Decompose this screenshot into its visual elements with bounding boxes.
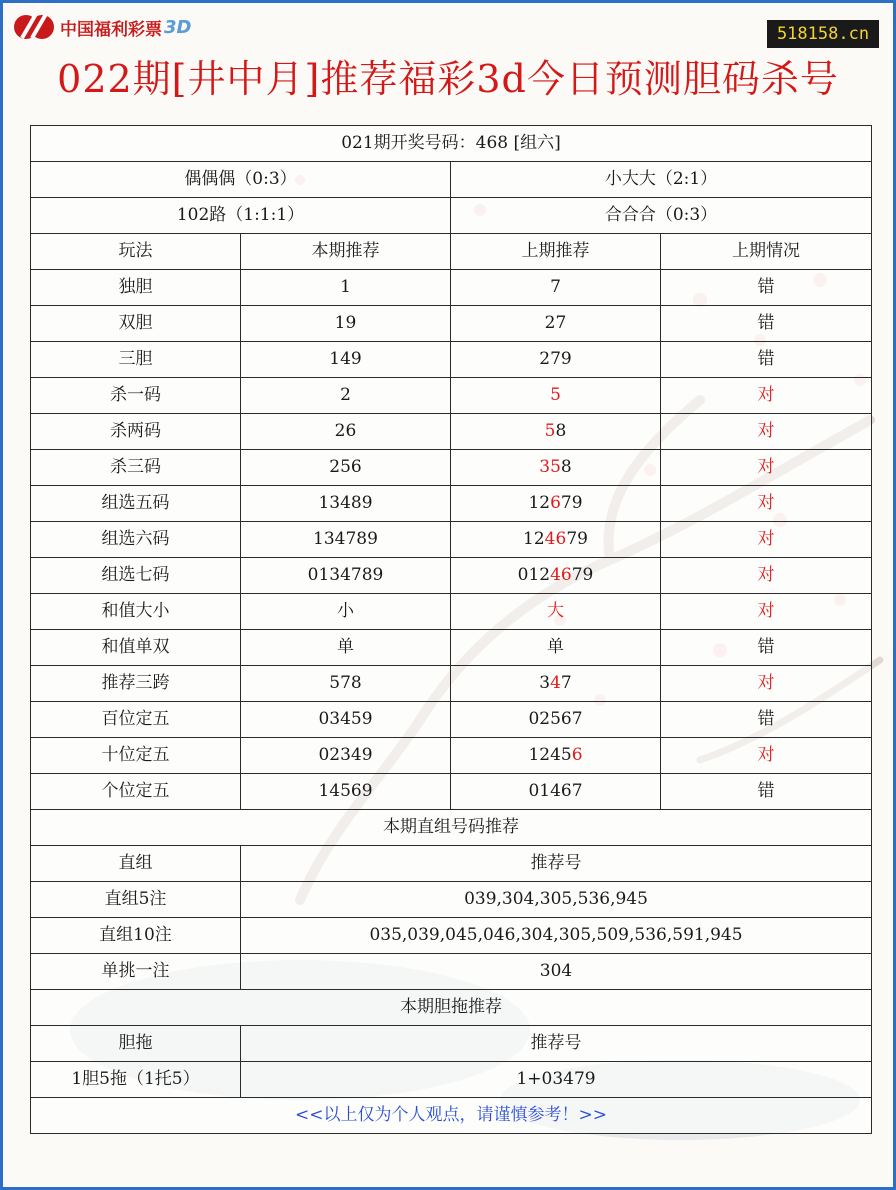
rec-row (31, 666, 872, 702)
col-header-play: 玩法 (31, 234, 241, 270)
rec-play: 百位定五 (31, 702, 241, 738)
rec-play: 杀三码 (31, 450, 241, 486)
last-draw-stats-row (31, 198, 872, 234)
direct-row (31, 918, 872, 954)
rec-prev (451, 342, 661, 378)
direct-header-row (31, 846, 872, 882)
rec-prev-hit-digits: 4 (550, 673, 561, 693)
rec-result: 错 (661, 270, 872, 306)
rec-prev-digits: 12 (523, 529, 545, 549)
rec-current: 26 (241, 414, 451, 450)
rec-prev (451, 558, 661, 594)
rec-prev-hit-digits: 6 (571, 745, 583, 765)
rec-prev (451, 594, 661, 630)
drag-row (31, 1062, 872, 1098)
rec-row (31, 630, 872, 666)
rec-row (31, 522, 872, 558)
lottery-logo-icon (12, 10, 56, 44)
rec-prev (451, 702, 661, 738)
rec-result: 对 (661, 738, 872, 774)
rec-prev-digits: 7 (560, 673, 572, 693)
site-badge[interactable]: 518158.cn (767, 20, 879, 48)
rec-prev-digits: 7 (550, 277, 561, 297)
rec-result: 对 (661, 522, 872, 558)
rec-play: 组选五码 (31, 486, 241, 522)
rec-row (31, 558, 872, 594)
direct-row-value: 035,039,045,046,304,305,509,536,591,945 (241, 918, 872, 954)
rec-prev-digits: 8 (555, 421, 567, 441)
rec-prev-digits: 02567 (528, 709, 583, 729)
rec-prev (451, 306, 661, 342)
drag-row-label: 1胆5拖（1托5） (31, 1062, 241, 1098)
rec-prev-digits: 012 (517, 565, 551, 585)
last-draw-row (31, 126, 872, 162)
direct-col-header-type: 直组 (31, 846, 241, 882)
direct-row-value: 039,304,305,536,945 (241, 882, 872, 918)
rec-prev-digits: 8 (560, 457, 572, 477)
rec-result: 对 (661, 414, 872, 450)
rec-result: 对 (661, 378, 872, 414)
prime-pattern: 合合合（0:3） (451, 198, 872, 234)
rec-result: 错 (661, 774, 872, 810)
drag-section-row (31, 990, 872, 1026)
page-title: 022期[井中月]推荐福彩3d今日预测胆码杀号 (57, 57, 839, 101)
drag-row-value: 1+03479 (241, 1062, 872, 1098)
rec-play: 和值单双 (31, 630, 241, 666)
rec-play: 杀两码 (31, 414, 241, 450)
rec-current: 1 (241, 270, 451, 306)
road-pattern: 102路（1:1:1） (31, 198, 451, 234)
rec-result: 对 (661, 450, 872, 486)
drag-header-row (31, 1026, 872, 1062)
rec-play: 推荐三跨 (31, 666, 241, 702)
parity-pattern: 偶偶偶（0:3） (31, 162, 451, 198)
rec-play: 组选七码 (31, 558, 241, 594)
rec-row (31, 486, 872, 522)
prediction-table (30, 125, 872, 1134)
rec-current: 578 (241, 666, 451, 702)
direct-row-label: 单挑一注 (31, 954, 241, 990)
rec-row (31, 270, 872, 306)
size-pattern: 小大大（2:1） (451, 162, 872, 198)
rec-play: 个位定五 (31, 774, 241, 810)
rec-current: 02349 (241, 738, 451, 774)
rec-prev (451, 630, 661, 666)
rec-prev-hit-digits: 46 (550, 565, 572, 585)
rec-prev-digits: 279 (539, 349, 572, 369)
logo-3d-text: 3D (164, 16, 192, 38)
rec-prev-hit-digits: 大 (547, 601, 564, 621)
direct-section-row (31, 810, 872, 846)
rec-current: 14569 (241, 774, 451, 810)
rec-prev (451, 414, 661, 450)
rec-play: 和值大小 (31, 594, 241, 630)
drag-col-header-numbers: 推荐号 (241, 1026, 872, 1062)
rec-play: 杀一码 (31, 378, 241, 414)
rec-prev (451, 774, 661, 810)
rec-prev (451, 378, 661, 414)
rec-row (31, 450, 872, 486)
direct-row (31, 954, 872, 990)
rec-prev-hit-digits: 46 (544, 529, 567, 549)
rec-result: 错 (661, 630, 872, 666)
rec-prev-digits: 01467 (528, 781, 583, 801)
last-draw-stats-row (31, 162, 872, 198)
rec-play: 十位定五 (31, 738, 241, 774)
drag-section-title: 本期胆拖推荐 (31, 990, 872, 1026)
drag-col-header-type: 胆拖 (31, 1026, 241, 1062)
rec-current: 134789 (241, 522, 451, 558)
rec-result: 错 (661, 342, 872, 378)
rec-current: 小 (241, 594, 451, 630)
rec-prev-digits: 79 (560, 493, 583, 513)
rec-prev-digits: 12 (528, 493, 551, 513)
rec-prev (451, 522, 661, 558)
rec-play: 三胆 (31, 342, 241, 378)
rec-row (31, 414, 872, 450)
lottery-logo (12, 8, 191, 46)
rec-current: 03459 (241, 702, 451, 738)
rec-prev-digits: 1245 (528, 745, 572, 765)
direct-section-title: 本期直组号码推荐 (31, 810, 872, 846)
rec-current: 13489 (241, 486, 451, 522)
rec-row (31, 342, 872, 378)
rec-row (31, 306, 872, 342)
rec-row (31, 702, 872, 738)
rec-result: 对 (661, 558, 872, 594)
direct-row-label: 直组10注 (31, 918, 241, 954)
rec-prev (451, 270, 661, 306)
rec-prev-digits: 27 (544, 313, 567, 333)
rec-prev-hit-digits: 35 (539, 457, 561, 477)
rec-result: 错 (661, 306, 872, 342)
rec-prev-digits: 单 (547, 637, 564, 657)
footer-note: <<以上仅为个人观点，请谨慎参考！>> (31, 1098, 872, 1134)
rec-header-row (31, 234, 872, 270)
rec-result: 对 (661, 486, 872, 522)
rec-result: 错 (661, 702, 872, 738)
logo-text: 中国福利彩票 (60, 19, 162, 40)
rec-play: 组选六码 (31, 522, 241, 558)
rec-row (31, 774, 872, 810)
last-draw-caption: 021期开奖号码：468 [组六] (31, 126, 872, 162)
rec-prev-hit-digits: 6 (550, 493, 561, 513)
rec-prev-hit-digits: 5 (544, 421, 556, 441)
rec-row (31, 378, 872, 414)
direct-row-label: 直组5注 (31, 882, 241, 918)
rec-row (31, 738, 872, 774)
footer-note-row (31, 1098, 872, 1134)
rec-result: 对 (661, 594, 872, 630)
col-header-prev: 上期推荐 (451, 234, 661, 270)
col-header-result: 上期情况 (661, 234, 872, 270)
rec-prev-digits: 79 (571, 565, 594, 585)
rec-prev (451, 666, 661, 702)
rec-prev (451, 486, 661, 522)
rec-prev-digits: 79 (566, 529, 588, 549)
rec-prev-digits: 3 (539, 673, 551, 693)
direct-row (31, 882, 872, 918)
rec-current: 149 (241, 342, 451, 378)
rec-prev-hit-digits: 5 (550, 385, 561, 405)
rec-current: 单 (241, 630, 451, 666)
rec-prev (451, 450, 661, 486)
direct-col-header-numbers: 推荐号 (241, 846, 872, 882)
rec-prev (451, 738, 661, 774)
rec-current: 0134789 (241, 558, 451, 594)
rec-result: 对 (661, 666, 872, 702)
rec-current: 19 (241, 306, 451, 342)
direct-row-value: 304 (241, 954, 872, 990)
rec-row (31, 594, 872, 630)
rec-play: 独胆 (31, 270, 241, 306)
rec-play: 双胆 (31, 306, 241, 342)
rec-current: 256 (241, 450, 451, 486)
rec-current: 2 (241, 378, 451, 414)
col-header-current: 本期推荐 (241, 234, 451, 270)
